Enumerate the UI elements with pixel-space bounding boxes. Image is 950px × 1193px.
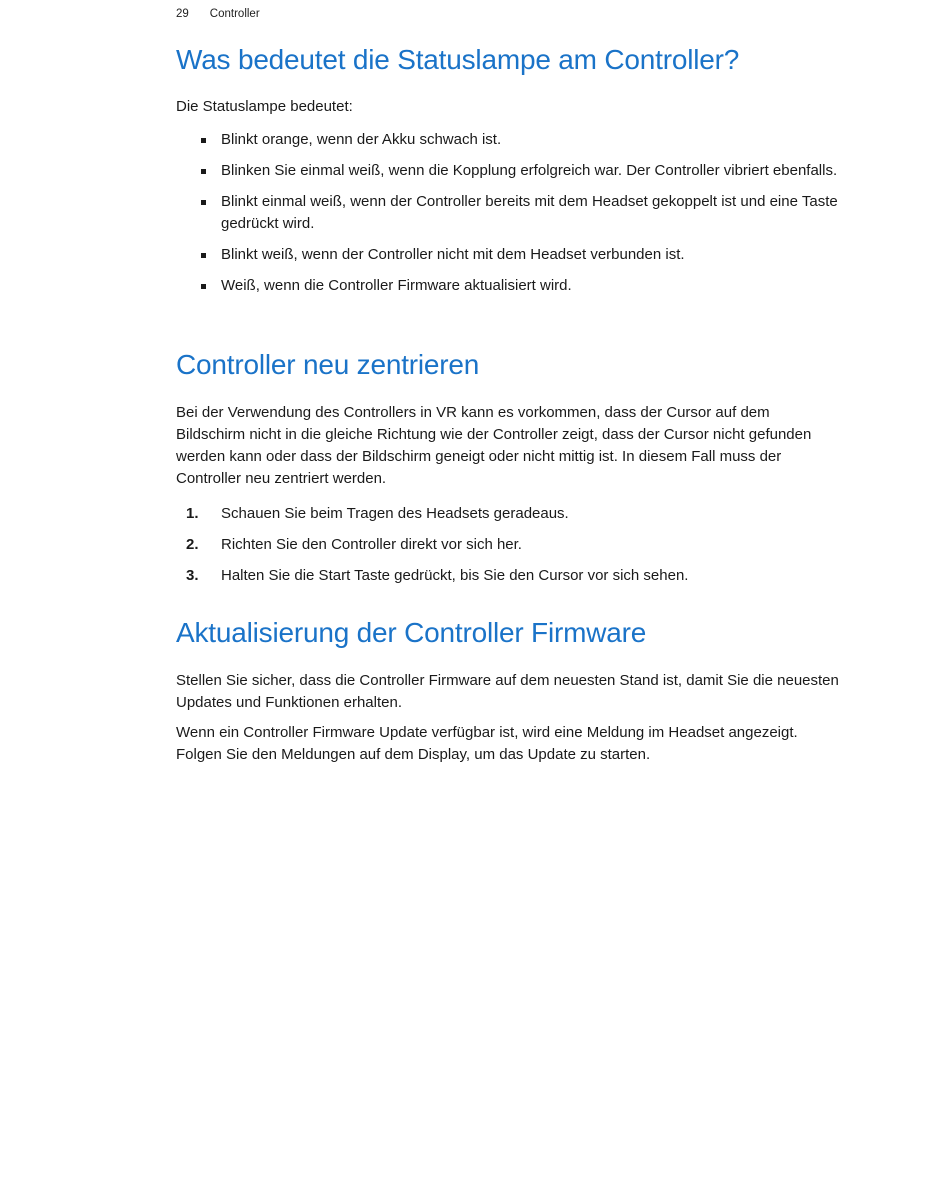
section-title-status-lamp: Was bedeutet die Statuslampe am Controller? (176, 44, 740, 75)
list-item-text: Weiß, wenn die Controller Firmware aktualisiert wird. (221, 277, 572, 294)
square-bullet-icon (201, 253, 206, 258)
square-bullet-icon (201, 284, 206, 289)
step-number: 1. (186, 505, 199, 522)
recenter-intro: Bei der Verwendung des Controllers in VR kann es vorkommen, dass der Cursor auf dem Bildschirm nicht in die gleiche Richtung wie der Controller zeigt, dass der Cursor nicht gefunden werden kann oder dass der Bildschirm geneigt oder nicht mittig ist. In diesem Fall muss der Controller neu zentriert werden. (176, 404, 812, 487)
firmware-para-1: Stellen Sie sicher, dass die Controller Firmware auf dem neuesten Stand ist, damit Sie die neuesten Updates und Funktionen erhalten. (176, 672, 839, 711)
list-item (176, 275, 841, 297)
step-item (176, 565, 841, 587)
step-text: Richten Sie den Controller direkt vor sich her. (221, 536, 522, 553)
list-item-text: Blinkt orange, wenn der Akku schwach ist. (221, 131, 502, 148)
square-bullet-icon (201, 200, 206, 205)
status-lamp-intro: Die Statuslampe bedeutet: (176, 98, 353, 115)
step-number: 3. (186, 567, 199, 584)
list-item (176, 244, 841, 266)
list-item (176, 191, 841, 235)
step-number: 2. (186, 536, 199, 553)
status-lamp-list (176, 129, 841, 306)
step-text: Schauen Sie beim Tragen des Headsets geradeaus. (221, 505, 569, 522)
list-item-text: Blinkt einmal weiß, wenn der Controller bereits mit dem Headset gekoppelt ist und eine Taste gedrückt wird. (221, 193, 838, 232)
recenter-steps (176, 503, 841, 596)
chapter-title: Controller (209, 8, 260, 20)
list-item-text: Blinken Sie einmal weiß, wenn die Kopplung erfolgreich war. Der Controller vibriert ebenfalls. (221, 162, 838, 179)
firmware-para-2: Wenn ein Controller Firmware Update verfügbar ist, wird eine Meldung im Headset angezeigt. Folgen Sie den Meldungen auf dem Display, um das Update zu starten. (176, 724, 798, 763)
step-item (176, 534, 841, 556)
list-item-text: Blinkt weiß, wenn der Controller nicht mit dem Headset verbunden ist. (221, 246, 685, 263)
list-item (176, 129, 841, 151)
page-number: 29 (176, 8, 189, 20)
list-item (176, 160, 841, 182)
square-bullet-icon (201, 169, 206, 174)
section-title-firmware-update: Aktualisierung der Controller Firmware (176, 617, 647, 648)
section-title-recenter: Controller neu zentrieren (176, 349, 480, 380)
page-header (176, 8, 260, 20)
square-bullet-icon (201, 138, 206, 143)
step-item (176, 503, 841, 525)
step-text: Halten Sie die Start Taste gedrückt, bis Sie den Cursor vor sich sehen. (221, 567, 689, 584)
